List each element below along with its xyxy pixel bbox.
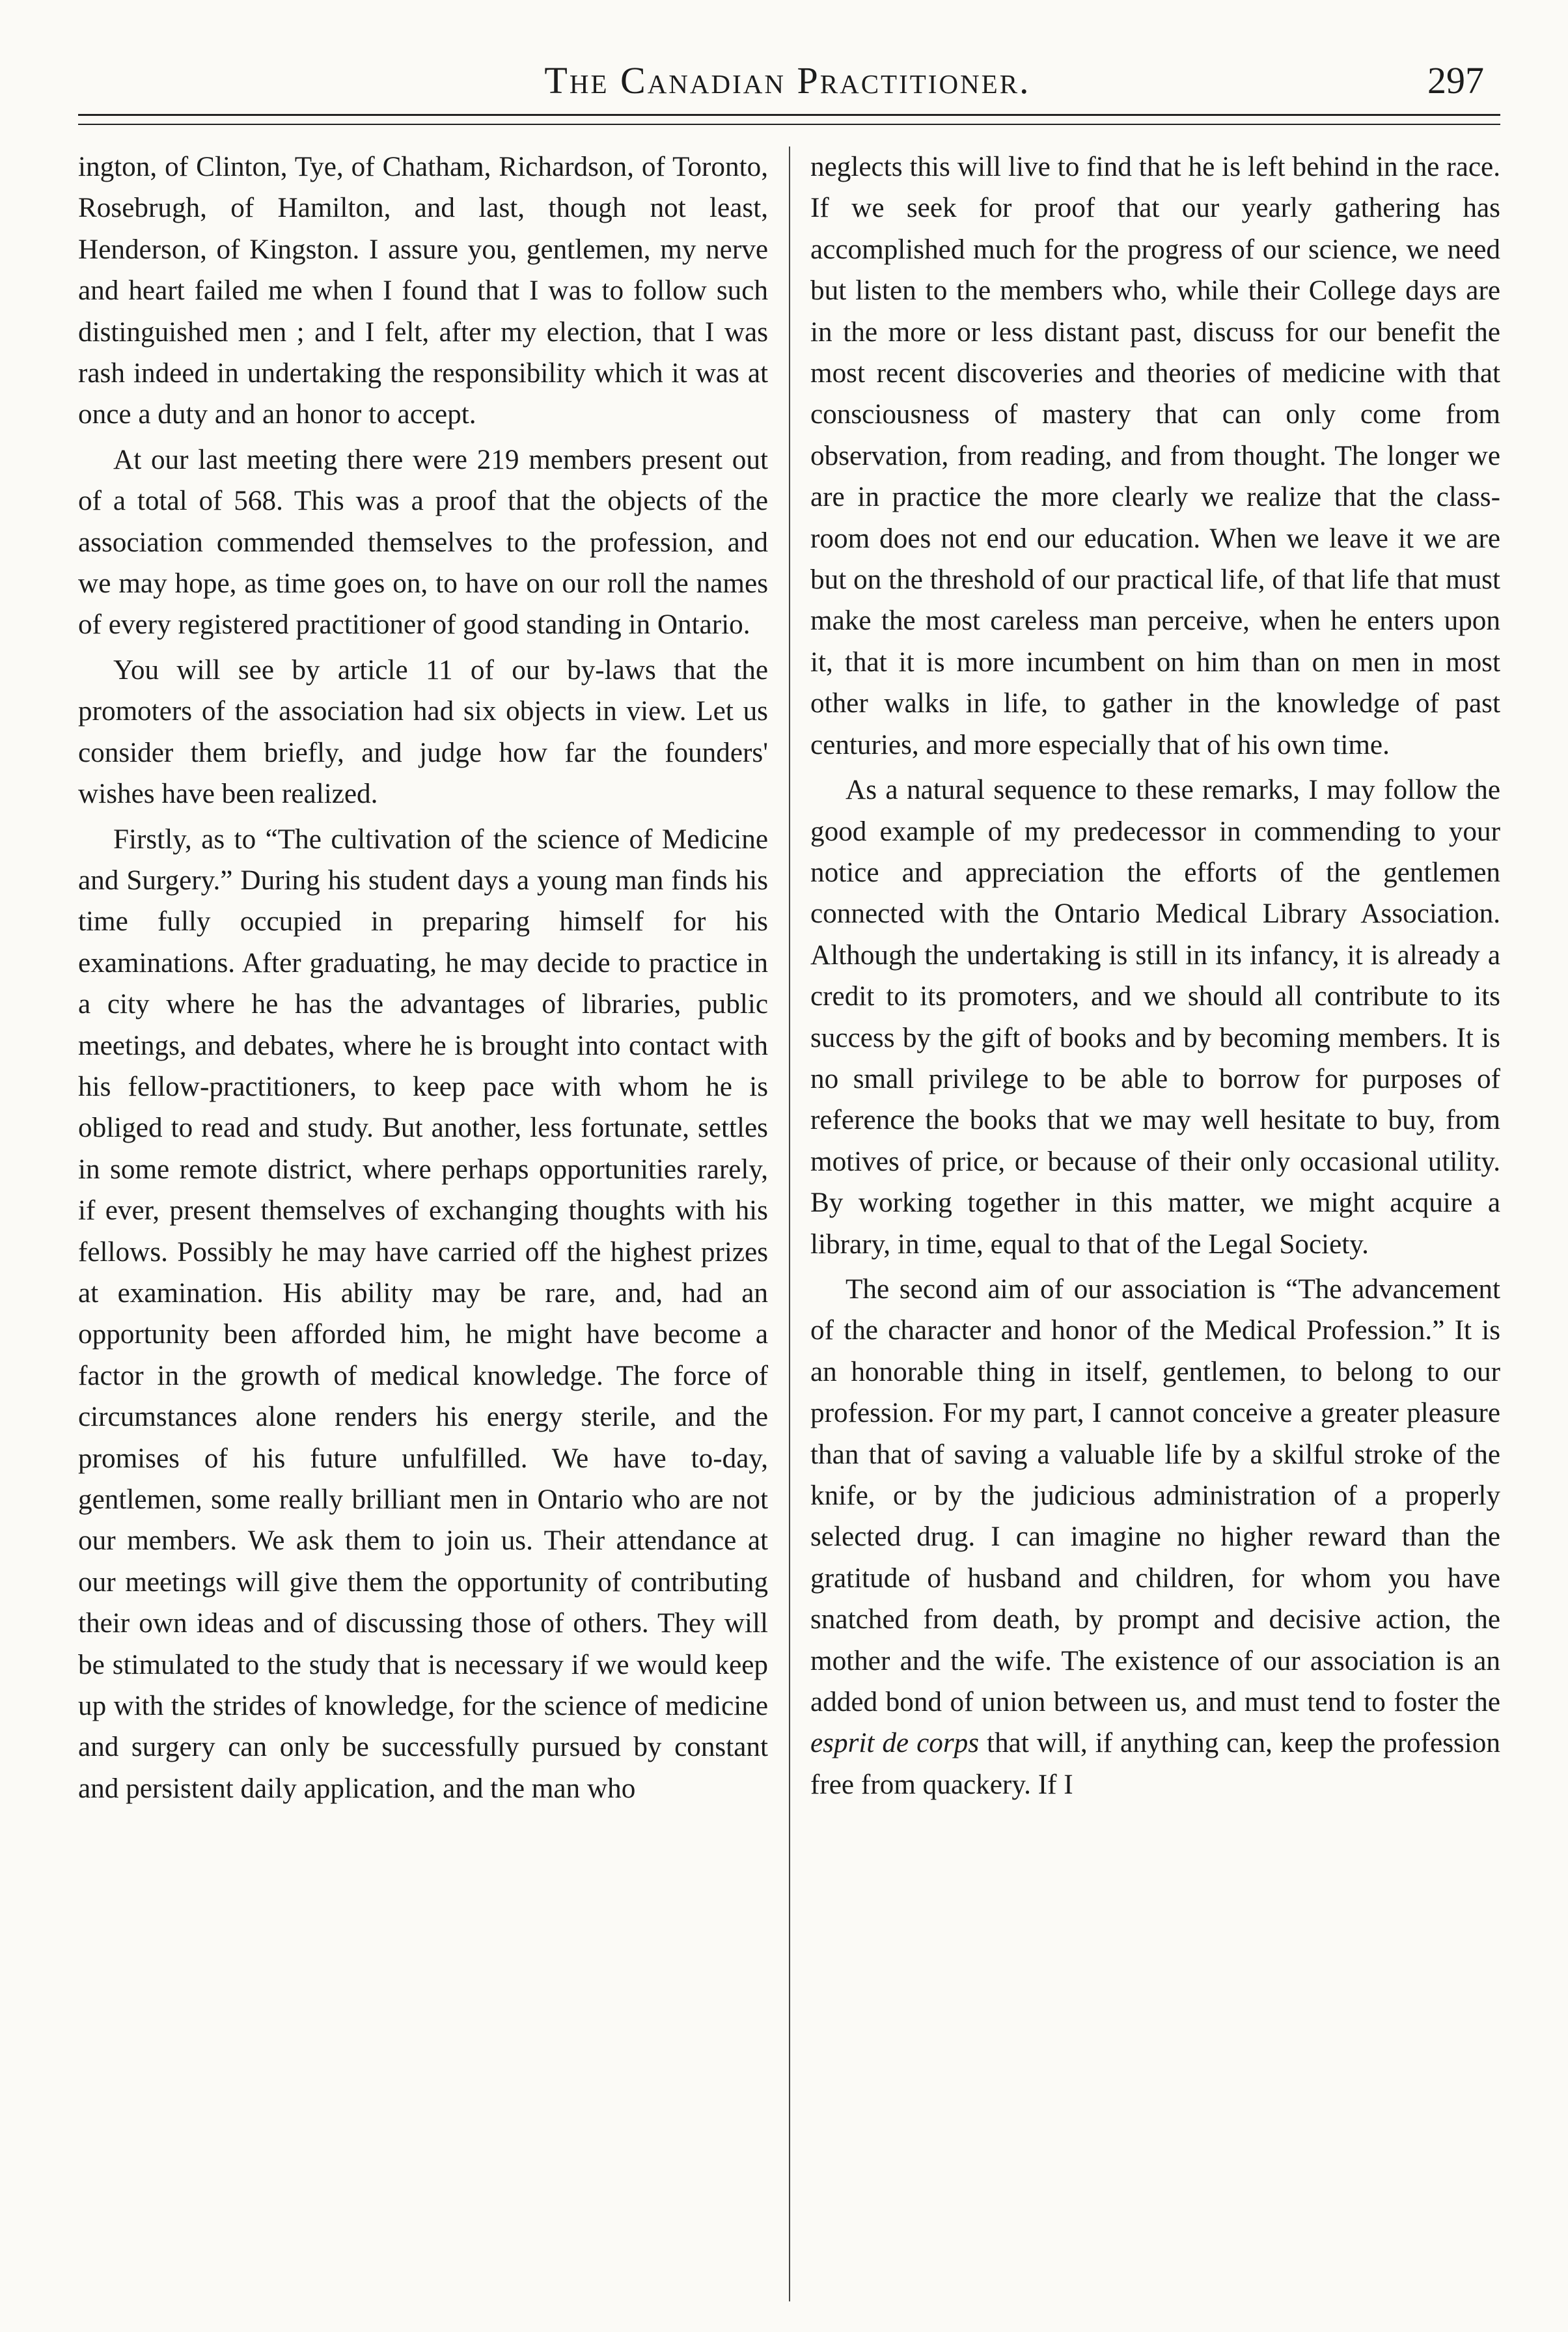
paragraph: neglects this will live to find that he is left behind in the race. If we seek for proof that our yearly gathering has accomplished much for the progress of our science, we need but listen to the members who, while their College days are in the more or less distant past, discuss for our benefit the most recent discoveries and theories of medicine with that consciousness of mastery that can only come from observation, from reading, and from thought. The longer we are in practice the more clearly we realize that the class-room does not end our education. When we leave it we are but on the threshold of our practical life, of that life that must make the most careless man perceive, when he enters upon it, that it is more incumbent on him than on men in most other walks in life, to gather in the knowledge of past centuries, and more especially that of his own time.	[810, 152, 1500, 760]
left-column	[78, 146, 768, 2308]
paragraph: ington, of Clinton, Tye, of Chatham, Richardson, of Toronto, Rosebrugh, of Hamilton, and last, though not least, Henderson, of Kingston. I assure you, gentlemen, my nerve and heart failed me when I found that I was to follow such distinguished men ; and I felt, after my election, that I was rash indeed in undertaking the responsibility which it was at once a duty and an honor to accept.	[78, 152, 768, 430]
paragraph-closing-text: that will, if anything can, keep the profession free from quackery. If I	[810, 1728, 1500, 1800]
paragraph: Firstly, as to “The cultivation of the science of Medicine and Surgery.” During his student days a young man finds his time fully occupied in preparing himself for his examinations. After graduating, he may decide to practice in a city where he has the advantages of libraries, public meetings, and debates, where he is brought into contact with his fellow-practitioners, to keep pace with whom he is obliged to read and study. But another, less fortunate, settles in some remote district, where perhaps opportunities rarely, if ever, present themselves of exchanging thoughts with his fellows. Possibly he may have carried off the highest prizes at examination. His ability may be rare, and, had an opportunity been afforded him, he might have become a factor in the growth of medical knowledge. The force of circumstances alone renders his energy sterile, and the promises of his future unfulfilled. We have to-day, gentlemen, some really brilliant men in Ontario who are not our members. We ask them to join us. Their attendance at our meetings will give them the opportunity of contributing their own ideas and of discussing those of others. They will be stimulated to the study that is necessary if we would keep up with the strides of knowledge, for the science of medicine and surgery can only be successfully pursued by constant and persistent daily application, and the man who	[78, 824, 768, 1804]
paragraph: At our last meeting there were 219 members present out of a total of 568. This was a proof that the objects of the association commended themselves to the profession, and we may hope, as time goes on, to have on our roll the names of every registered practitioner of good standing in Ontario.	[78, 444, 768, 641]
page-number: 297	[1427, 59, 1484, 102]
column-divider	[789, 146, 790, 2301]
page-header	[78, 46, 1497, 124]
paragraph	[810, 1269, 1500, 1805]
header-rule-bottom	[78, 124, 1500, 125]
paragraph-text: The second aim of our association is “The advancement of the character and honor of the Medical Profession.” It is an honorable thing in itself, gentlemen, to belong to our profession. For my part, I cannot conceive a greater pleasure than that of saving a valuable life by a skilful stroke of the knife, or by the judicious administration of a properly selected drug. I can imagine no higher reward than the gratitude of husband and children, for whom you have snatched from death, by prompt and decisive action, the mother and the wife. The existence of our association is an added bond of union between us, and must tend to foster the	[810, 1273, 1500, 1718]
paragraph: As a natural sequence to these remarks, I may follow the good example of my predecessor in commending to your notice and appreciation the efforts of the gentlemen connected with the Ontario Medical Library Association. Although the undertaking is still in its infancy, it is already a credit to its promoters, and we should all contribute to its success by the gift of books and by becoming members. It is no small privilege to be able to borrow for purposes of reference the books that we may well hesitate to buy, from motives of price, or because of their only occasional utility. By working together in this matter, we might acquire a library, in time, equal to that of the Legal Society.	[810, 775, 1500, 1260]
italic-phrase: esprit de corps	[810, 1728, 980, 1759]
paragraph: You will see by article 11 of our by-laws that the promoters of the association had six objects in view. Let us consider them briefly, and judge how far the founders' wishes have been realized.	[78, 654, 768, 810]
header-rule-top	[78, 114, 1500, 116]
right-column	[810, 146, 1500, 2308]
running-title: The Canadian Practitioner.	[544, 59, 1031, 102]
